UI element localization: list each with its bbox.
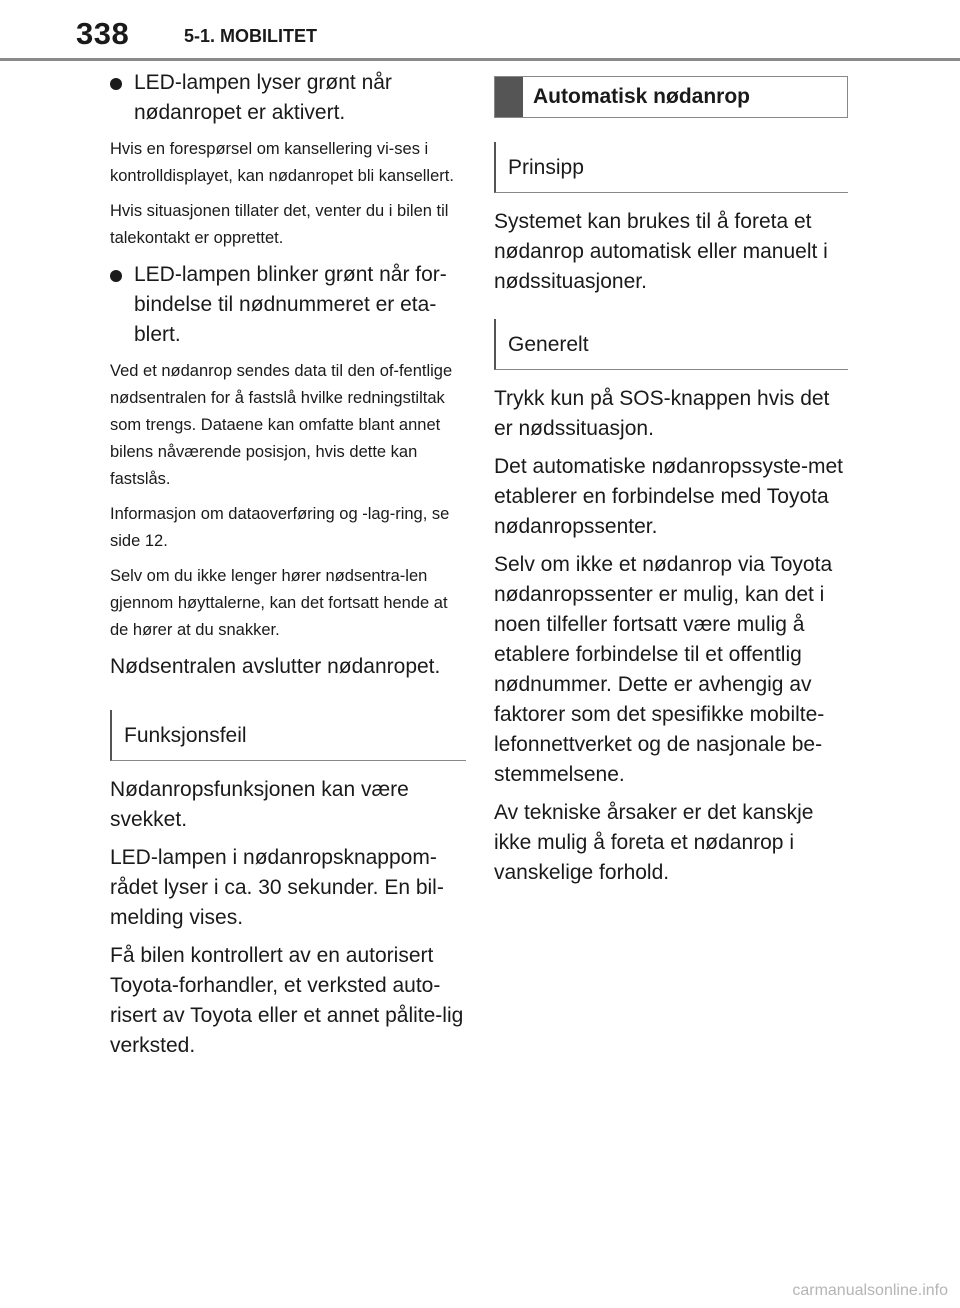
paragraph: Hvis situasjonen tillater det, venter du i bilen til talekontakt er opprettet. <box>110 202 449 247</box>
bullet-dot-icon <box>110 270 122 282</box>
bullet-dot-icon <box>110 78 122 90</box>
paragraph: Av tekniske årsaker er det kanskje ikke mulig å foreta et nødanrop i vanskelige forhold. <box>494 801 814 884</box>
bullet-text: LED-lampen lyser grønt når nødanropet er aktivert. <box>134 71 392 124</box>
right-column <box>494 76 848 896</box>
subheading-funksjonsfeil: Funksjonsfeil <box>110 710 466 761</box>
bullet-item <box>110 260 466 350</box>
paragraph: Hvis en forespørsel om kansellering vi-ses i kontrolldisplayet, kan nødanropet bli kansellert. <box>110 140 454 185</box>
paragraph: Selv om du ikke lenger hører nødsentra-len gjennom høyttalerne, kan det fortsatt hende at de hører at du snakker. <box>110 567 448 639</box>
bullet-item <box>110 68 466 128</box>
header-divider <box>0 58 960 61</box>
left-column <box>110 68 466 1069</box>
page-header <box>0 0 960 60</box>
bullet-text: LED-lampen blinker grønt når for-bindelse til nødnummeret er eta-blert. <box>134 263 447 346</box>
subheading-prinsipp: Prinsipp <box>494 142 848 193</box>
paragraph: Nødsentralen avslutter nødanropet. <box>110 655 441 678</box>
paragraph: Nødanropsfunksjonen kan være svekket. <box>110 778 409 831</box>
paragraph: Trykk kun på SOS-knappen hvis det er nødssituasjon. <box>494 387 830 440</box>
section-title: 5-1. MOBILITET <box>184 26 318 46</box>
subheading-generelt: Generelt <box>494 319 848 370</box>
paragraph: LED-lampen i nødanropsknappom-rådet lyser i ca. 30 sekunder. En bil-melding vises. <box>110 846 444 929</box>
paragraph: Få bilen kontrollert av en autorisert Toyota-forhandler, et verksted auto-risert av Toyota eller et annet pålite-lig verksted. <box>110 944 464 1057</box>
section-heading: Automatisk nødanrop <box>533 85 751 108</box>
page-number: 338 <box>76 16 130 51</box>
paragraph: Selv om ikke et nødanrop via Toyota nødanropssenter er mulig, kan det i noen tilfeller fortsatt være mulig å etablere forbindelse til et offentlig nødnummer. Dette er avhengig av faktorer som det spesifikke mobilte-lefonnettverket og de nasjonale be-stemmelsene. <box>494 553 833 786</box>
heading-marker <box>495 77 523 117</box>
paragraph: Informasjon om dataoverføring og -lag-ring, se side 12. <box>110 505 450 550</box>
paragraph: Ved et nødanrop sendes data til den of-fentlige nødsentralen for å fastslå hvilke redningstiltak som trengs. Dataene kan omfatte blant annet bilens nåværende posisjon, hvis dette kan fastslås. <box>110 362 453 488</box>
paragraph: Det automatiske nødanropssyste-met etablerer en forbindelse med Toyota nødanropssenter. <box>494 455 843 538</box>
paragraph: Systemet kan brukes til å foreta et nødanrop automatisk eller manuelt i nødssituasjoner. <box>494 210 828 293</box>
watermark: carmanualsonline.info <box>792 1282 948 1299</box>
section-heading-box <box>494 76 848 118</box>
